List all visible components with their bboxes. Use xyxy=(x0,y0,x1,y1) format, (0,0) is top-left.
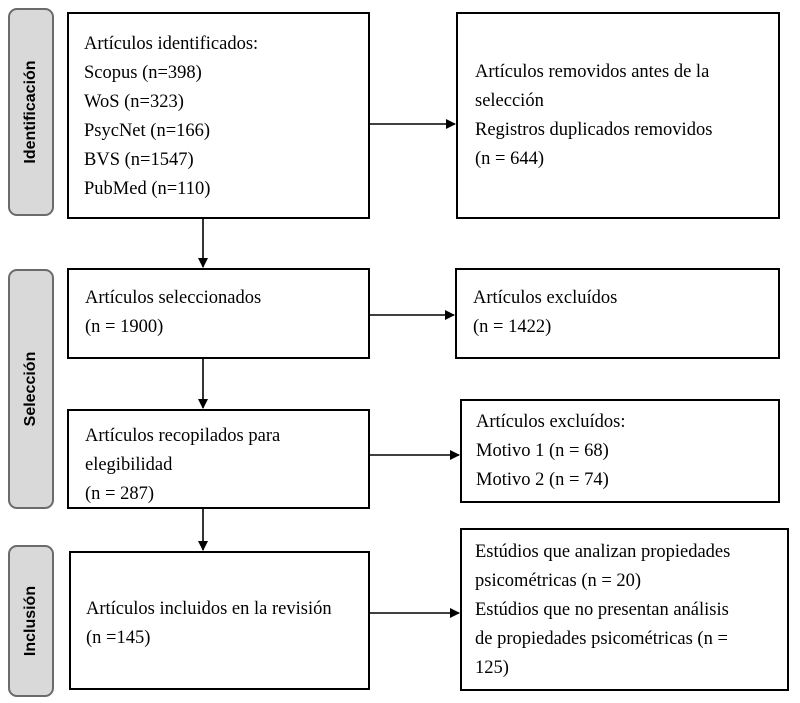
excluded2-line: Motivo 1 (n = 68) xyxy=(476,441,609,461)
included-text xyxy=(86,595,332,653)
identified-line: Scopus (n=398) xyxy=(84,63,202,83)
excluded2-line: Artículos excluídos: xyxy=(476,412,626,432)
removed-line: (n = 644) xyxy=(475,149,545,169)
studies-line: de propiedades psicométricas (n = xyxy=(475,629,728,649)
excluded2-line: Motivo 2 (n = 74) xyxy=(476,470,609,490)
removed-text xyxy=(475,58,712,174)
excluded1-line: (n = 1422) xyxy=(473,317,552,337)
studies-line: Estúdios que no presentan análisis xyxy=(475,600,729,620)
removed-line: Registros duplicados removidos xyxy=(475,120,713,140)
eligibility-text xyxy=(85,422,280,509)
studies-line: 125) xyxy=(475,658,509,678)
phase-identificacion-label: Identificación xyxy=(22,60,39,164)
identified-line: PubMed (n=110) xyxy=(84,179,211,199)
selected-line: Artículos seleccionados xyxy=(85,288,262,308)
identified-title: Artículos identificados: xyxy=(84,34,259,54)
studies-line: Estúdios que analizan propiedades xyxy=(475,542,731,562)
selected-text xyxy=(85,284,261,342)
identified-line: PsycNet (n=166) xyxy=(84,121,211,141)
removed-line: Artículos removidos antes de la xyxy=(475,62,710,82)
eligibility-line: (n = 287) xyxy=(85,484,155,504)
identified-line: WoS (n=323) xyxy=(84,92,184,112)
selected-line: (n = 1900) xyxy=(85,317,164,337)
included-line: (n =145) xyxy=(86,628,151,648)
eligibility-line: elegibilidad xyxy=(85,455,173,475)
identified-text xyxy=(84,30,258,204)
identified-line: BVS (n=1547) xyxy=(84,150,194,170)
excluded2-text xyxy=(476,408,626,495)
excluded1-text xyxy=(473,284,617,342)
eligibility-line: Artículos recopilados para xyxy=(85,426,281,446)
phase-inclusion-label: Inclusión xyxy=(22,585,39,657)
studies-line: psicométricas (n = 20) xyxy=(475,571,642,591)
studies-text xyxy=(475,538,730,683)
excluded1-line: Artículos excluídos xyxy=(473,288,618,308)
phase-seleccion-label: Selección xyxy=(22,351,39,427)
removed-line: selección xyxy=(475,91,544,111)
included-line: Artículos incluidos en la revisión xyxy=(86,599,332,619)
